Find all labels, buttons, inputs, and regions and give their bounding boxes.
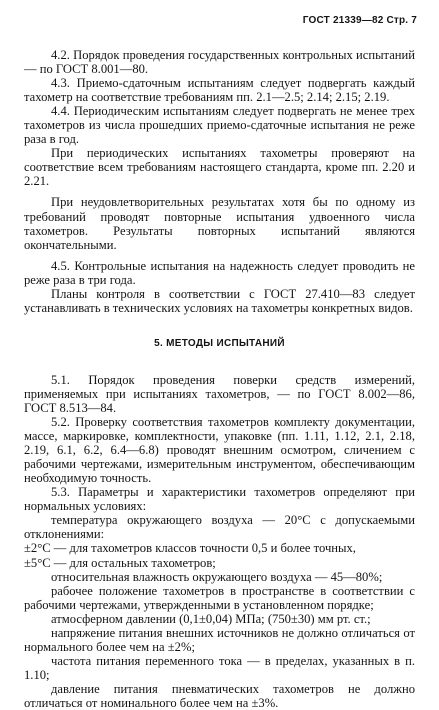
section-title: 5. МЕТОДЫ ИСПЫТАНИЙ: [154, 337, 285, 349]
spacer: [24, 351, 415, 373]
paragraph-4-5: 4.5. Контрольные испытания на надежность следует проводить не реже раза в три года.: [24, 258, 415, 287]
paragraph-periodic-tests: При периодических испытаниях тахометры проверяют на соответствие всем требованиям настоящего стандарта, кроме пп. 2.20 и 2.21.: [24, 146, 415, 189]
paragraph-tolerance-2: ±2°С — для тахометров классов точности 0,5 и более точных,: [24, 541, 356, 556]
paragraph-5-2: 5.2. Проверку соответствия тахометров комплекту документации, массе, маркировке, комплектности, упаковке (пп. 1.11, 1.12, 2.1, 2.18, 2.19, 6.1, 6.2, 6.4—6.8) проводят внешним осмотром, сличением с рабочими чертежами, измерительным инструментом, обеспечивающим необходимую точность.: [24, 415, 415, 486]
paragraph-tolerance-5: ±5°С — для остальных тахометров;: [24, 555, 216, 570]
paragraph-frequency: частота питания переменного тока — в пределах, указанных в п. 1.10;: [24, 653, 415, 682]
paragraph-5-3: 5.3. Параметры и характеристики тахометров определяют при нормальных условиях:: [24, 485, 415, 514]
paragraph-5-1: 5.1. Порядок проведения поверки средств измерений, применяемых при испытаниях тахометров, — по ГОСТ 8.002—86, ГОСТ 8.513—84.: [24, 372, 415, 415]
paragraph-4-4: 4.4. Периодическим испытаниям следует подвергать не менее трех тахометров из числа прошедших приемо-сдаточные испытания не реже раза в год.: [24, 104, 415, 147]
paragraph-4-2: 4.2. Порядок проведения государственных контрольных испытаний — по ГОСТ 8.001—80.: [24, 48, 415, 77]
page-header: ГОСТ 21339—82 Стр. 7: [302, 15, 417, 26]
paragraph-pneumatic: давление питания пневматических тахометров не должно отличаться от номинального более чем на ±3%.: [24, 681, 415, 710]
paragraph-4-3: 4.3. Приемо-сдаточным испытаниям следует подвергать каждый тахометр на соответствие требованиям пп. 2.1—2.5; 2.14; 2.15; 2.19.: [24, 76, 415, 105]
paragraph-humidity: относительная влажность окружающего воздуха — 45—80%;: [51, 569, 383, 584]
paragraph-control-plans: Планы контроля в соответствии с ГОСТ 27.410—83 следует устанавливать в технических условиях на тахометры конкретных видов.: [24, 286, 415, 315]
paragraph-temperature: температура окружающего воздуха — 20°С с допускаемыми отклонениями:: [24, 513, 415, 542]
paragraph-voltage: напряжение питания внешних источников не должно отличаться от нормального более чем на ±2%;: [24, 625, 415, 654]
paragraph-pressure: атмосферном давлении (0,1±0,04) МПа; (750±30) мм рт. ст.;: [51, 611, 371, 626]
spacer: [24, 315, 415, 337]
spacer: [24, 252, 415, 259]
spacer: [24, 188, 415, 195]
paragraph-repeat-tests: При неудовлетворительных результатах хотя бы по одному из требований проводят повторные испытания удвоенного числа тахометров. Результаты повторных испытаний являются окончательными.: [24, 195, 415, 252]
paragraph-position: рабочее положение тахометров в пространстве в соответствии с рабочими чертежами, утвержденными в установленном порядке;: [24, 583, 415, 612]
document-body: [24, 48, 415, 710]
